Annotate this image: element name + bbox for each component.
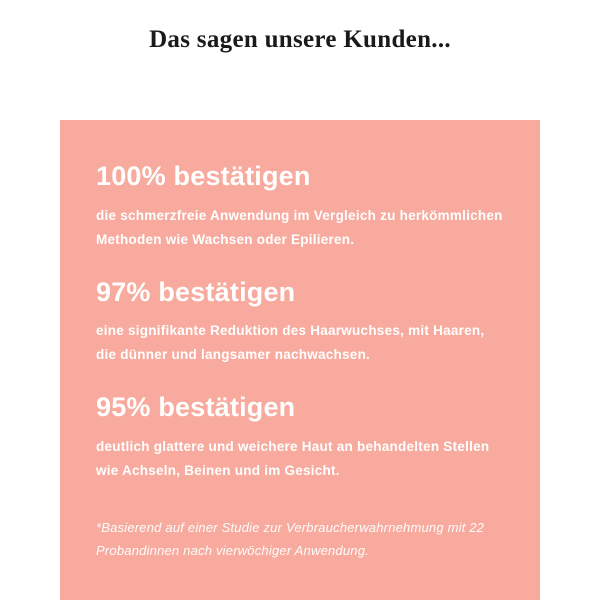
stat-block <box>96 393 504 483</box>
stats-panel <box>60 120 540 600</box>
stat-description: deutlich glattere und weichere Haut an behandelten Stellen wie Achseln, Beinen und im Gesicht. <box>96 439 490 479</box>
stat-block <box>96 162 504 252</box>
footnote: *Basierend auf einer Studie zur Verbraucherwahrnehmung mit 22 Probandinnen nach vierwöchiger Anwendung. <box>96 520 485 558</box>
stat-description: eine signifikante Reduktion des Haarwuchses, mit Haaren, die dünner und langsamer nachwachsen. <box>96 323 485 363</box>
stat-block <box>96 278 504 368</box>
page-title: Das sagen unsere Kunden... <box>149 26 451 53</box>
stat-value: 97% bestätigen <box>96 276 296 307</box>
stat-description: die schmerzfreie Anwendung im Vergleich zu herkömmlichen Methoden wie Wachsen oder Epilieren. <box>96 207 503 247</box>
stat-value: 100% bestätigen <box>96 161 311 191</box>
stat-value: 95% bestätigen <box>96 392 296 423</box>
